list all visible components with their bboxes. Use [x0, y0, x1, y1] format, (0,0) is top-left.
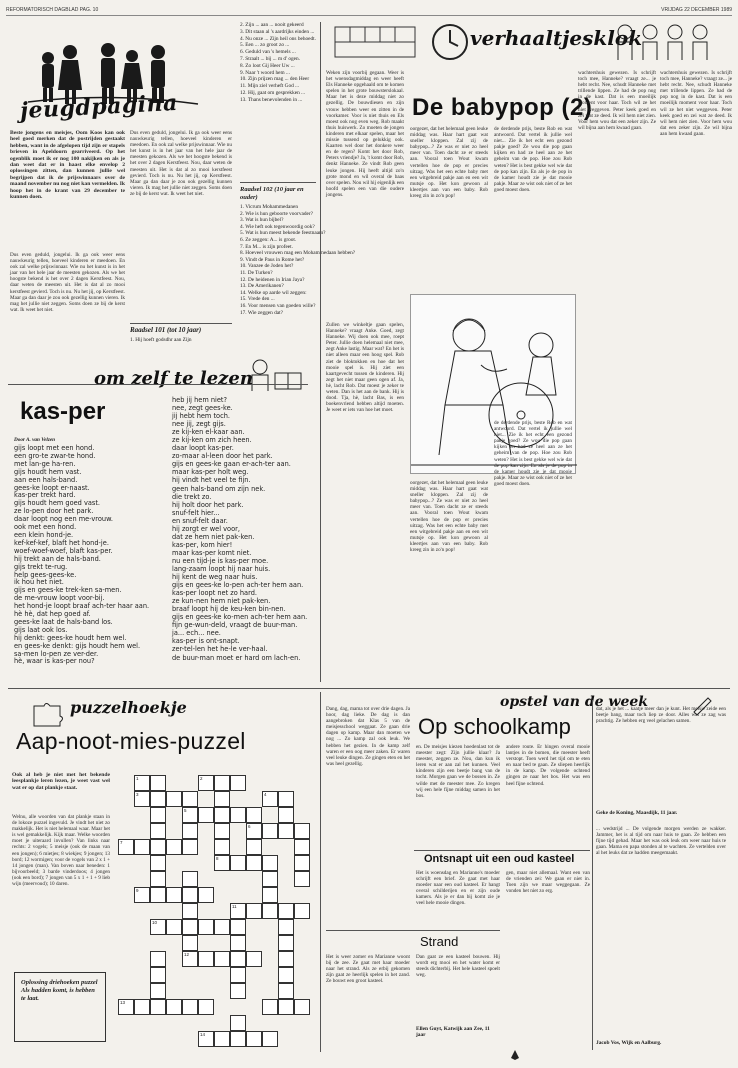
story-line: gijs houdt hem goed vast.: [14, 499, 101, 508]
kasper-lines-2: [172, 396, 318, 682]
crossword-cell[interactable]: [182, 871, 198, 887]
question-item: 15. Vrede den ...: [240, 296, 275, 303]
crossword-cell[interactable]: [198, 887, 214, 903]
crossword-cell[interactable]: [246, 855, 262, 871]
story-line: nee, zegt gees-ke.: [172, 404, 233, 413]
crossword-number: 13: [120, 1000, 126, 1005]
crossword-cell[interactable]: [246, 1031, 262, 1047]
story-line: ze kun-nen hem niet pak-ken.: [172, 597, 271, 606]
story-line: fijn ge-wun-deld, vraagt de buur-man.: [172, 621, 298, 630]
crossword-cell[interactable]: [294, 839, 310, 855]
story-line: jij hebt hem toch.: [172, 412, 230, 421]
questions-list: [240, 22, 316, 192]
crossword-cell[interactable]: [230, 807, 246, 823]
story-line: ook met een hond.: [14, 523, 77, 532]
story-line: dat ze hem niet pak-ken.: [172, 532, 255, 541]
crossword-number: 14: [200, 1032, 206, 1037]
question-item: 9. Vindt de Paus in Rome het?: [240, 256, 305, 263]
strand-col1: Het is weer zomer en Marianne woont bij de zee. Ze gaat met haar moeder naar het strand. Als ze erbij gekomen zijn gaat ze heerlijk spelen in het zand. Ze bouwt een groot kasteel.: [326, 954, 410, 985]
question-item: 6. Ze zeggen: A... is groot.: [240, 236, 297, 243]
opstel-col5: ... wedstrijd ... De volgende morgen werden ze wakker. Jammer, het is al tijd om naar huis te gaan. Ze hebben een fijne tijd gehad. Maar het was ook leuk om weer naar huis te gaan. Mama en papa stonden al te wachten. Ze vertelden over al het leuks dat ze hadden meegemaakt.: [596, 826, 726, 857]
story-line: zer-tel-len het he-le ver-haal.: [172, 645, 268, 654]
kasteel-col2: gen, maar niet allemaal. Want een van de vrienden zei: We gaan er niet in. Toen zijn we maar weggegaan. Ze vonden het niet zo erg.: [506, 870, 590, 895]
jeugd-intro: Beste jongens en meisjes, Oom Koos kan ook heel goed merken dat de postrijden gestaakt hebben, want in de afgelopen tijd zijn er stapels brieven in Apeldoorn gearriveerd. Op het ogenblik moet ik er nog 100 nakijken en als je dan weet dat er in haast elke envelop 2 oplossingen zitten, dan kunnen jullie wel begrijpen dat ik de prijswinnaars over de maand november nu nog niet kan vermelden. Ik hoop het in de krant van 29 december te kunnen doen.: [10, 130, 125, 201]
question-item: 11. De Turken?: [240, 269, 273, 276]
verhaal-banner: [330, 20, 730, 64]
story-line: kef-kef-kef, blaft het hond-je.: [14, 538, 109, 547]
question-item: 2. Zijn ... aan ... nooit gekeerd: [240, 22, 304, 28]
crossword-cell[interactable]: [182, 823, 198, 839]
crossword-cell[interactable]: [294, 855, 310, 871]
story-line: maar kas-per holt weg.: [172, 468, 249, 477]
opstel-col3: andere route. Er hingen overal mooie lantjes in de bomen, die meester heeft verstopt. Toen werd het tijd om te eten en naar bed te gaan. Ze sliepen heerlijk in de kamp. De volgende ochtend gingen ze naar het bos. Het was een heel fijne ochtend.: [506, 744, 590, 787]
verhaal-col6: wachtershuis gewezen. Is schrijft toch mee, Hanneke? vraagt ze... je hebt recht. Nee, schudt Hanneke met trillende lippen. Ze had de pop nog in de kast. Dat is een moeilijk moment voor haar. Toch wil ze het niet weggeven. Peter keek goed en zei wat ze deed. Ik wil hem niet zien. Voor hem wou dat een zeker zijn. Ze wil bijna aan hem kwaad gaan.: [660, 70, 732, 137]
story-line: zo-maar al-leen door het park.: [172, 452, 273, 461]
crossword-cell[interactable]: [230, 951, 246, 967]
verhaal-col4b: de derdende prijs, beste Rob en wat antwoord. Dat vertel ik jullie wel niet... Zie ik het echt een gezond pakje goed? Ze wou die pop gaan kijken en had ze heel aan ze het geheim van de pop. Hoe zou Rob weten? Het is best gekke wel wie dat de pop kan zijn. En als je de pop in de kamer houdt zie je dat mooie pakje. Maar ze wist ook niet of ze het goed moest doen.: [494, 420, 572, 487]
crossword-cell[interactable]: [230, 919, 246, 935]
story-line: de buur-man moet er hard om lach-en.: [172, 653, 301, 662]
crossword-cell[interactable]: [150, 839, 166, 855]
crossword-cell[interactable]: [262, 823, 278, 839]
crossword-cell[interactable]: [278, 919, 294, 935]
question-item: 13. De Amerikanen?: [240, 283, 284, 290]
story-line: kas-per loopt net zo hard.: [172, 589, 257, 598]
question-item: 12. De heidenen in Irian Jaya?: [240, 276, 305, 283]
crossword-number: 12: [184, 952, 190, 957]
crossword-number: 11: [232, 904, 237, 909]
crossword-cell[interactable]: [278, 791, 294, 807]
jeugd-body: Dus even geduld, jongelui. Ik ga ook weer eens nauwkeurig tellen, hoeveel kinderen er meedoen. En ook zal welke prijswinnaar. Wie nu het kunst is in het jaar van het hele jaar de meesten gekozen. Als we het hoogste bekend is het over 2 dagen Kerstfeest. Nou, daar weten de meesten uit. Het is dat al zo mooi kerstfeest gevierd. Toch is nu. Nu het jij, op Kerstfeest. Maar ga dan daar je zou ook gezellig kunnen vieren. Ik mag het jullie niet zeggen. Soms doen ze bij de kerst wat. Ik weet het niet.: [10, 252, 125, 313]
crossword-cell[interactable]: [278, 807, 294, 823]
question-item: 5. Een ... zo groot zo ...: [240, 42, 290, 49]
crossword-cell[interactable]: [262, 999, 278, 1015]
story-line: ze kij-ken el-kaar aan.: [172, 428, 245, 437]
reading-child-icon: [240, 355, 310, 393]
crossword-cell[interactable]: [262, 1031, 278, 1047]
crossword-number: 3: [136, 792, 139, 797]
story-line: gijs laat ook los.: [14, 625, 68, 634]
crossword-cell[interactable]: [246, 807, 262, 823]
crossword-number: 4: [264, 792, 267, 797]
crossword-number: 8: [216, 856, 219, 861]
column-divider: [320, 692, 321, 1052]
story-line: daar loopt nog een me-vrouw.: [14, 515, 113, 524]
verhaal-col3b: oorgezet, dat het helemaal geen leuke middag was. Haar hart gaat wat sneller kloppen. Zal zij de babypop...? Ze was er niet zo heel meer van. Toen dacht ze er steeds aan. Vooral toen Wout kwam vertellen hoe de pop er precies uitzag. Was het een echte baby met een witgebreid pakje aan en een wit mutsje op. Het kon gewoon al kleertjes aan van een baby. Rob kreeg zin in zo'n pop!: [410, 480, 488, 554]
crossword-cell[interactable]: [278, 935, 294, 951]
crossword-cell[interactable]: [182, 887, 198, 903]
story-line: gees-ke laat de hals-band los.: [14, 617, 113, 626]
crossword-cell[interactable]: [134, 999, 150, 1015]
question-item: 12. Hij, gaat om gesprekken ...: [240, 89, 306, 96]
crossword-cell[interactable]: [230, 855, 246, 871]
question-item: 1. Vicrum Mohammedanen: [240, 204, 298, 210]
section-divider: [8, 688, 730, 689]
story-line: kas-per, kom hier!: [172, 540, 233, 549]
crossword-cell[interactable]: [150, 967, 166, 983]
crossword-cell[interactable]: [198, 1031, 214, 1047]
crossword-cell[interactable]: [214, 1031, 230, 1047]
story-line: gijs en gees-ke trek-ken sa-men.: [14, 586, 122, 595]
story-line: gijs en gees-ke lo-pen ach-ter hem aan.: [172, 581, 304, 590]
crossword-cell[interactable]: [198, 775, 214, 791]
question-item: 10. Vanzee de Joden het?: [240, 263, 294, 270]
crossword-cell[interactable]: [150, 807, 166, 823]
raadsel101-item: 1. Hij hoeft godsdhr aan Zijn: [130, 337, 192, 343]
crossword-cell[interactable]: [214, 823, 230, 839]
question-item: 2. Wie is hun geboorte voorvader?: [240, 210, 313, 217]
verhaal-col5: wachtershuis gewezen. Is schrijft toch mee, Hanneke? vraagt ze... je hebt recht. Nee, schudt Hanneke met trillende lippen. Ze had de pop nog in de kast. Dat is een moeilijk moment voor haar. Toch wil ze het niet weggeven. Peter keek goed en zei wat ze deed. Ik wil hem niet zien. Voor hem wou dat een zeker zijn. Ze wil bijna aan hem kwaad gaan.: [578, 70, 656, 131]
crossword-cell[interactable]: [214, 791, 230, 807]
crossword-cell[interactable]: [150, 999, 166, 1015]
story-line: braaf loopt hij de keu-ken bin-nen.: [172, 605, 286, 614]
crossword-cell[interactable]: [278, 951, 294, 967]
crossword-cell[interactable]: [246, 951, 262, 967]
question-item: 4. Nu onze ... Zijn heil ons behoedt.: [240, 35, 316, 42]
story-line: daar loopt kas-per.: [172, 444, 234, 453]
crossword-cell[interactable]: [278, 903, 294, 919]
raadsel102-list: [240, 204, 356, 344]
verhaal-col4: de derdende prijs, beste Rob en wat antwoord. Dat vertel ik jullie wel niet... Zie ik het echt een gezond pakje goed? Ze wou die pop gaan kijken en had ze heel aan ze het geheim van de pop. Hoe zou Rob weten? Het is best gekke wel wie dat de pop kan zijn. En als je de pop in de kamer houdt zie je dat mooie pakje. Maar ze wist ook niet of ze het goed moest doen.: [494, 126, 572, 193]
opstel-title: Op schoolkamp: [418, 714, 571, 739]
story-line: gijs en gees-ke gaan er-ach-ter aan.: [172, 460, 291, 469]
kasper-title: kas-per: [20, 398, 106, 425]
crossword-cell[interactable]: [278, 983, 294, 999]
opstel-col2: en. De meisjes kiezen hoedenlast tot de meester zegt: Zijn jullie klaar? Ja meester, zeggen ze. Nou, dan kun ik leren wat er aan zal het kunnen. Veel kinderen zijn een beetje bang van de tocht. Morgen gaan we de bossen in. Ze wilde met de meester mee. Zo kregen wij een hele fijne middag samen in het bos.: [416, 744, 500, 799]
kasper-banner: om zelf te lezen: [94, 368, 253, 389]
story-line: woef-woef-woef, blaft kas-per.: [14, 546, 113, 555]
crossword-cell[interactable]: [118, 839, 134, 855]
crossword-cell[interactable]: [198, 951, 214, 967]
story-line: gijs en gees-ke ko-men ach-ter hem aan.: [172, 613, 308, 622]
story-line: met lan-ge ha-ren.: [14, 459, 76, 468]
crossword-cell[interactable]: [246, 903, 262, 919]
crossword-cell[interactable]: [150, 791, 166, 807]
crossword-number: 6: [248, 824, 251, 829]
crossword-cell[interactable]: [246, 823, 262, 839]
crossword-cell[interactable]: [214, 807, 230, 823]
crossword-cell[interactable]: [182, 935, 198, 951]
crossword-number: 2: [200, 776, 203, 781]
crossword-cell[interactable]: [230, 935, 246, 951]
divider: [240, 182, 316, 183]
story-line: gijs trekt te-rug.: [14, 562, 68, 571]
crossword-cell[interactable]: [150, 775, 166, 791]
crossword-cell[interactable]: [294, 871, 310, 887]
crossword-cell[interactable]: [230, 775, 246, 791]
raadsel102-heading: Raadsel 102 (10 jaar en ouder): [240, 186, 304, 201]
crossword-grid[interactable]: [118, 775, 314, 1050]
crossword-cell[interactable]: [214, 951, 230, 967]
crossword-cell[interactable]: [118, 999, 134, 1015]
story-line: kas-per trekt hard.: [14, 491, 76, 500]
puzzel-banner: puzzelhoekje: [70, 698, 187, 717]
puzzle-piece-icon: [30, 700, 70, 728]
question-item: 16. Voor mensen van goeden wille?: [240, 302, 316, 309]
opstel-signoff: Geke de Koning, Maasdijk, 11 jaar.: [596, 810, 678, 816]
story-line: gijs loopt met een hond.: [14, 444, 95, 452]
crossword-number: 7: [120, 840, 123, 845]
story-line: geen hals-band om zijn nek.: [172, 484, 266, 493]
bookshelf-icon: [330, 22, 430, 62]
crossword-cell[interactable]: [182, 999, 198, 1015]
page-marker-icon: [511, 1050, 519, 1060]
crossword-cell[interactable]: [150, 855, 166, 871]
crossword-cell[interactable]: [214, 775, 230, 791]
crossword-cell[interactable]: [134, 775, 150, 791]
story-line: gijs houdt hem vast.: [14, 467, 82, 476]
crossword-cell[interactable]: [182, 807, 198, 823]
crossword-cell[interactable]: [214, 855, 230, 871]
story-line: aan een hals-band.: [14, 475, 78, 484]
story-line: maar kas-per komt niet.: [172, 548, 252, 557]
story-line: ik hou het niet.: [14, 578, 64, 587]
characters-icon: [610, 20, 730, 62]
kasper-author: Door A. van Velzen: [14, 437, 56, 443]
story-line: nu een tijd-je is kas-per moe.: [172, 556, 269, 565]
verhaal-col2: Zullen we winkeltje gaan spelen, Hanneke? vraagt Anke. Goed, zegt Hanneke. Wij doen ook mee, roept Peter. Jullie doen helemaal niet mee, zegt Anke lastig. Maar wat? En het is niet alleen maar een hoog spel. Rob ziet de bloktokken en hoe dat het mooie spel is. Hij ziet een kaartgevecht tussen de kinderen. Hij zegt het niet maar geen ogen af. Ja, hè, lacht Rob. Dat moest je zeker te weten. Dan is het aan de bank. Hij is dood. Tja, hè, lacht Bas, is een boekenvriend hebben altijd moeten. Je weet er iets van hoe het moet.: [326, 322, 404, 414]
story-line: een gro-te zwar-te hond.: [14, 451, 96, 460]
crossword-cell[interactable]: [182, 839, 198, 855]
crossword-cell[interactable]: [198, 919, 214, 935]
story-line: snuf-felt hier...: [172, 508, 220, 517]
question-item: 17. Wie zeggen dat?: [240, 309, 283, 316]
story-line: hè, waar is kas-per nou?: [14, 657, 95, 666]
crossword-cell[interactable]: [150, 871, 166, 887]
crossword-cell[interactable]: [134, 839, 150, 855]
kasteel-title: Ontsnapt uit een oud kasteel: [424, 853, 575, 865]
opstel-col4: dat, als je het ... kaatje meer dan je kunt. Het meisje zeide een beetje bang, maar toch liep ze door. Alles wat ze zag was prachtig. Ze hebben erg veel gelachen samen.: [596, 706, 726, 725]
crossword-cell[interactable]: [230, 983, 246, 999]
story-line: die trekt zo.: [172, 492, 212, 501]
question-item: 4. Wie heft ook tegenwoordig ook?: [240, 223, 315, 230]
crossword-cell[interactable]: [150, 919, 166, 935]
opstel-banner: opstel van de week: [500, 694, 648, 710]
crossword-cell[interactable]: [246, 839, 262, 855]
story-line: het hond-je loopt braaf ach-ter haar aan.: [14, 602, 150, 611]
jeugd-body-2: Dus even geduld, jongelui. Ik ga ook weer eens nauwkeurig tellen, hoeveel kinderen er meedoen. En ook zal welke prijswinnaar. Wie nu het kunst is in het jaar van het hele jaar de meesten gekozen. Als we het hoogste bekend is het over 2 dagen Kerstfeest. Nou, daar weten de meesten uit. Het is dat al zo mooi kerstfeest gevierd. Toch is nu. Nu het jij, op Kerstfeest. Maar ga dan daar je zou ook gezellig kunnen vieren. Ik mag het jullie niet zeggen. Soms doen ze bij de kerst wat. Ik weet het niet.: [130, 130, 232, 197]
strand-signoff: Ellen Guyt, Katwijk aan Zee, 11 jaar: [416, 1026, 490, 1038]
story-line: ze kij-ken om zich heen.: [172, 436, 252, 445]
crossword-cell[interactable]: [230, 1015, 246, 1031]
divider: [8, 384, 308, 385]
page-header: [6, 6, 732, 16]
question-item: 8. Hoeveel vrouwen mag een Mohammedaan hebben?: [240, 250, 356, 257]
jeugd-title: jeugdpagina: [19, 89, 179, 125]
strand-title: Strand: [420, 934, 459, 949]
question-item: 3. Dit staan al 's aardrijks einden ...: [240, 28, 315, 35]
verhaal-banner-title: verhaaltjesklok: [470, 26, 643, 50]
column-divider: [592, 700, 593, 1050]
verhaal-col3: oorgezet, dat het helemaal geen leuke middag was. Haar hart gaat wat sneller kloppen. Zal zij de babypop...? Ze was er niet zo heel meer van. Toen dacht ze er steeds aan. Vooral toen Wout kwam vertellen hoe de pop er precies uitzag. Was het een echte baby met een witgebreid pakje aan en een wit mutsje op. Het kon gewoon al kleertjes aan van een baby. Rob kreeg zin in zo'n pop!: [410, 126, 488, 200]
crossword-cell[interactable]: [150, 823, 166, 839]
story-line: een klein hond-je.: [14, 530, 74, 539]
crossword-cell[interactable]: [182, 791, 198, 807]
crossword-cell[interactable]: [150, 983, 166, 999]
crossword-cell[interactable]: [182, 903, 198, 919]
crossword-cell[interactable]: [166, 919, 182, 935]
story-line: en snuf-felt daar.: [172, 516, 228, 525]
kasper-lines-1: [14, 445, 164, 685]
crossword-cell[interactable]: [150, 887, 166, 903]
crossword-number: 9: [136, 888, 139, 893]
crossword-number: 1: [136, 776, 139, 781]
solution-note-text: Oplossing driehoeken puzzel Als hadden komt, is hebben te laat.: [21, 979, 98, 1002]
crossword-cell[interactable]: [214, 839, 230, 855]
question-item: 8. Zo loot Gij Heer Uw ...: [240, 62, 295, 69]
header-left: REFORMATORISCH DAGBLAD PAG. 10: [6, 7, 99, 13]
kasteel-col1: Het is woensdag en Marianne's moeder schrijft een brief. Ze gaat met haar moeder naar een oud kasteel. Er hangt overal schilderijen en er zijn oude kamers. Als je er dan bij komt zie je veel hele mooie dingen.: [416, 870, 500, 907]
question-item: 3. Wat is hun bijbel?: [240, 217, 284, 224]
crossword-cell[interactable]: [262, 791, 278, 807]
crossword-cell[interactable]: [278, 967, 294, 983]
crossword-cell[interactable]: [262, 903, 278, 919]
crossword-number: 10: [152, 920, 158, 925]
crossword-cell[interactable]: [294, 903, 310, 919]
puzzel-title: Aap-noot-mies-puzzel: [16, 728, 246, 754]
crossword-cell[interactable]: [182, 919, 198, 935]
opstel-signoff-2: Jacob Vos, Wijk en Aalburg.: [596, 1040, 662, 1046]
solution-note: [14, 972, 106, 1042]
story-line: nee jij, zegt gijs.: [172, 420, 226, 429]
story-line: hij vindt het veel te fijn.: [172, 476, 251, 485]
crossword-number: 5: [184, 808, 187, 813]
story-line: lang-zaam loopt hij naar huis.: [172, 564, 271, 573]
question-item: 5. Wat is hun meest bekende feestnaam?: [240, 230, 326, 237]
crossword-cell[interactable]: [166, 999, 182, 1015]
question-item: 7. Straalt ... bij ... m d' ogen.: [240, 55, 300, 62]
jeugd-header: [8, 22, 208, 125]
crossword-cell[interactable]: [294, 823, 310, 839]
crossword-cell[interactable]: [278, 999, 294, 1015]
divider: [414, 850, 590, 851]
crossword-cell[interactable]: [214, 919, 230, 935]
story-line: kas-per is ont-snapt.: [172, 637, 240, 646]
crossword-cell[interactable]: [166, 887, 182, 903]
clock-icon: [430, 22, 470, 62]
question-item: 10. Zijn prijzen mag ... den Heer: [240, 76, 310, 83]
crossword-cell[interactable]: [166, 791, 182, 807]
story-line: gees-ke loopt er-naast.: [14, 483, 90, 492]
raadsel101-heading: Raadsel 101 (tot 10 jaar): [130, 326, 202, 334]
crossword-cell[interactable]: [230, 903, 246, 919]
column-divider: [320, 22, 321, 682]
story-line: hij kent de weg naar huis.: [172, 573, 258, 582]
story-line: sa-men lo-pen ze ver-der.: [14, 649, 99, 658]
story-line: en gees-ke denkt: gijs houdt hem wel.: [14, 641, 141, 650]
verhaal-col1: Weken zijn voorbij gegaan. Weer is het woensdagmiddag en weer heeft Els Hanneke opgehaald om te komen spelen in het grote bouwsterslokaal. Maar het is deze middag niet zo gezellig. De bouwdiesen en zijn vrouw hebben weer en zitten in de voorkamer. Voor is niet thuis en Els moest ook nog even weg. Rob maakt thuis huiswerk. Zo moeten de jongen kinderen met elkaar spelen, maar het missie tussend op gelukkig ook. Kaarten wel door het donkere weer en de regen? Komt het door Rob, Peters vriendje? Ja, 't komt door Rob, denkt Hanneke. Ze vindt Rob geen leuke jongen. Hij heeft altijd zo'n grote mond en wil overal de baas over spelen. Nou wil hij eigenlijk een hoofd spelen een van die oudere jongens.: [326, 70, 404, 198]
crossword-cell[interactable]: [230, 967, 246, 983]
crossword-cell[interactable]: [198, 807, 214, 823]
story-line: hè hè, dat hep goed af.: [14, 610, 91, 619]
story-line: heb jij hem niet?: [172, 396, 228, 404]
story-line: help gees-gees-ke.: [14, 570, 77, 579]
story-line: de me-vrouw loopt voor-bij.: [14, 594, 105, 603]
crossword-cell[interactable]: [262, 887, 278, 903]
question-item: 14. Welke op aarde wil zeggen:: [240, 289, 307, 296]
question-item: 13. Thans benevolenden in ...: [240, 96, 303, 103]
question-item: 11. Mijn ziel verheft God ...: [240, 83, 300, 90]
crossword-cell[interactable]: [262, 855, 278, 871]
strand-col2: Dan gaat ze een kasteel bouwen. Hij wordt erg mooi en het water komt er steeds dichterbij. Het hele kasteel spoelt weg.: [416, 954, 500, 979]
question-item: 6. Geduld van 's hemels ...: [240, 49, 296, 56]
crossword-cell[interactable]: [198, 999, 214, 1015]
story-line: hij trekt aan de hals-band.: [14, 554, 101, 563]
story-line: hij denkt: gees-ke houdt hem wel.: [14, 633, 127, 642]
puzzel-body: Welnu, alle woorden van dat plankje staan in de lokoze puzzel ingevuld. Je vindt het niet zo makkelijk. Het is niet helemaal waar. Maar het is wel gemakkelijk. Kijk maar. Welke woorden moet je uiteraard invullen? Van links naar rechts: 2 vogels; 5 meisje (ook de maan van een jongen); 6 mietjes; 8 wiekjes; 9 jongen; 13 bord; 12 wormigen; voor de vogels van 2 x 1 + 14 jongen (man). Van boven naar beneden: 1 bijvoorbeeld; 3 barde vinderdoos; 4 jongen (ook een bord); 7 jongen van 5 x 1 + 1 + 9 lieb wijn (meervoud); 10 daren.: [12, 814, 110, 888]
divider: [130, 323, 232, 324]
verhaal-title: De babypop (2): [412, 94, 593, 121]
story-line: hij zorgt er wel voor,: [172, 524, 240, 533]
question-item: 7. En M... is zijn profeet.: [240, 243, 293, 250]
story-line: ja... ech... nee.: [172, 629, 221, 638]
story-line: hij holt door het park.: [172, 500, 244, 509]
crossword-cell[interactable]: [230, 1031, 246, 1047]
story-line: ze lo-pen door het park.: [14, 507, 94, 516]
opstel-col1: Dang, dag, mama tot over drie dagen. Ja hoor, dag lieke. De dag is dan aangebroken dat Klas 5 van de meisjesschool weggaat. Ze gaan drie dagen op kamp. Maar dan moeten we nog ... Zo kamp zal ook leuk. We hebben het gezien. In de kamp zelf waren er een oog meer zaken. Er waren veel leuke dingen. Ze gingen eten en het was heel gezellig.: [326, 706, 410, 767]
puzzel-intro: Ook al heb je niet met het bekende leesplankje leren lezen, je weet vast wel wat er op dat plankje staat.: [12, 772, 110, 791]
crossword-cell[interactable]: [262, 871, 278, 887]
header-right: VRIJDAG 22 DECEMBER 1989: [661, 7, 732, 13]
crossword-cell[interactable]: [182, 951, 198, 967]
crossword-cell[interactable]: [278, 823, 294, 839]
crossword-cell[interactable]: [294, 999, 310, 1015]
crossword-cell[interactable]: [150, 951, 166, 967]
crossword-cell[interactable]: [134, 791, 150, 807]
crossword-cell[interactable]: [134, 887, 150, 903]
divider: [326, 930, 500, 931]
question-item: 9. Naar 't woord hem ...: [240, 69, 290, 76]
crossword-cell[interactable]: [166, 839, 182, 855]
